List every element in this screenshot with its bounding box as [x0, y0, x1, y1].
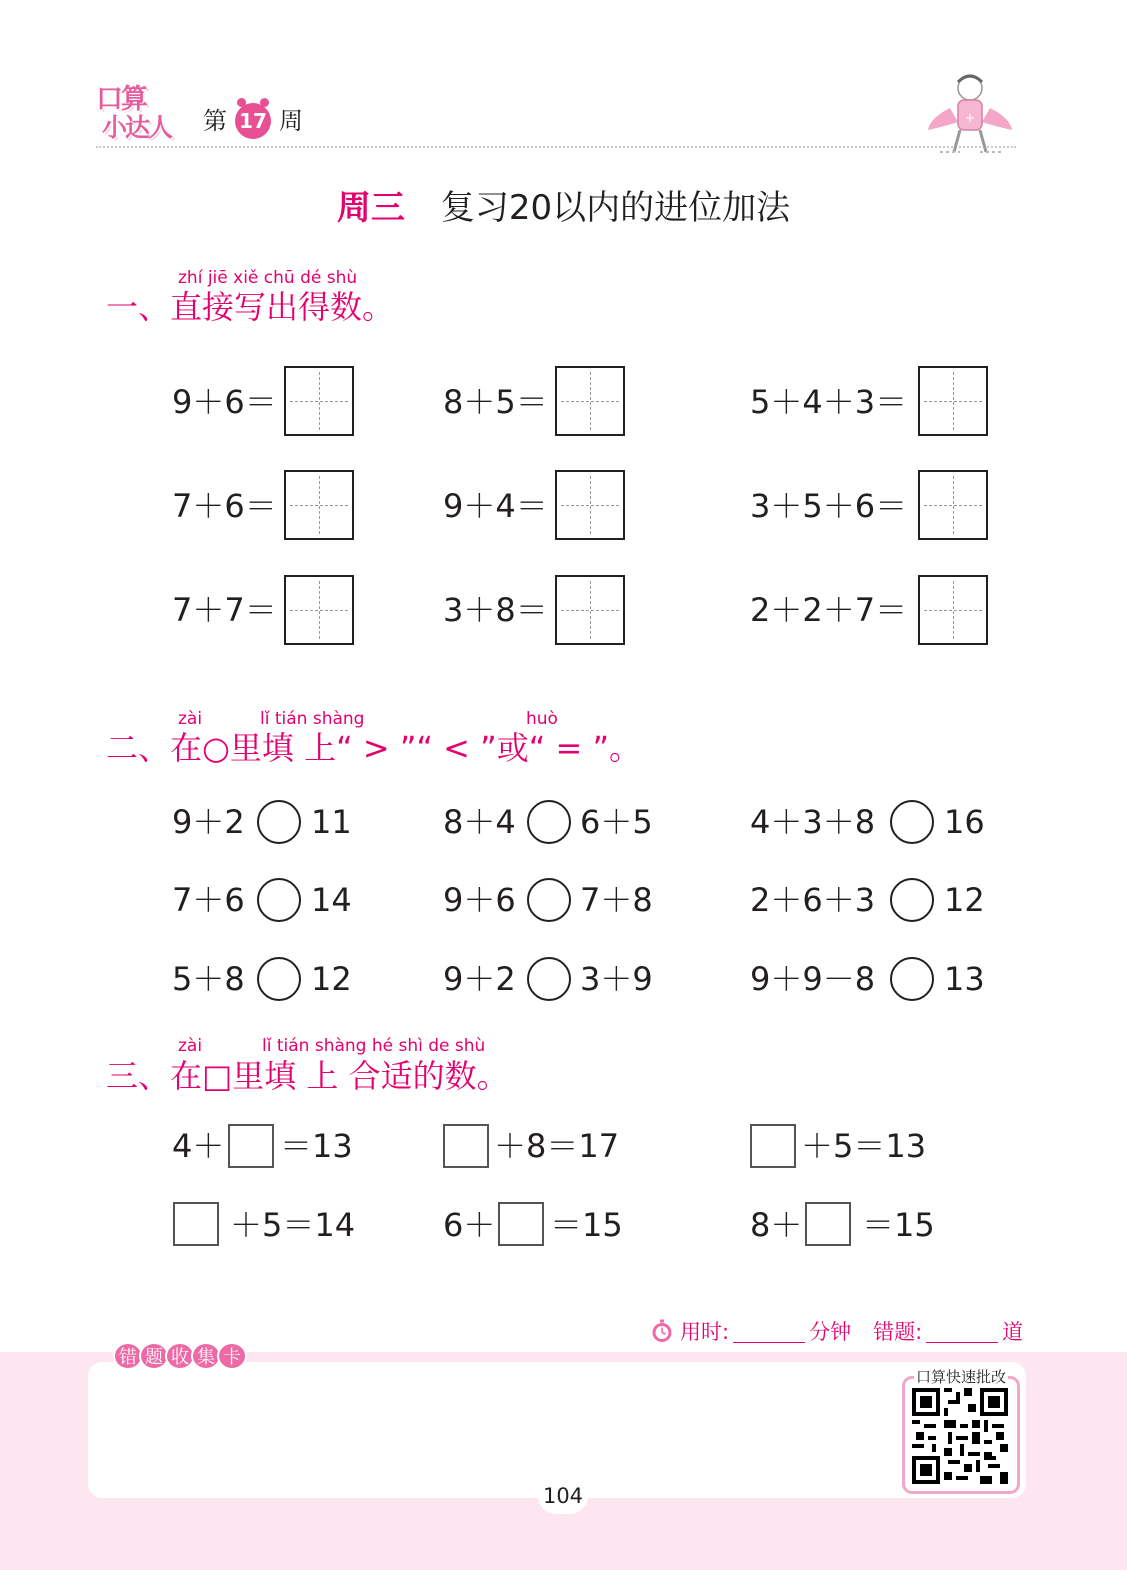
section3-heading: 三、在□里填 上 合适的数。	[106, 1057, 509, 1095]
brand-logo	[96, 86, 182, 150]
s3-before-5: 6＋	[443, 1206, 496, 1244]
s2-right-4: 14	[311, 881, 352, 919]
section3-pinyin-rest: lǐ tián shàng hé shì de shù	[262, 1036, 486, 1056]
section1-pinyin: zhí jiē xiě chū dé shù	[178, 268, 358, 288]
s1-answer-box-9[interactable]	[918, 575, 988, 645]
s1-answer-box-6[interactable]	[918, 470, 988, 540]
time-unit: 分钟	[809, 1320, 852, 1344]
stopwatch-icon	[650, 1319, 674, 1343]
s2-right-1: 11	[311, 803, 352, 841]
s2-right-6: 12	[944, 881, 985, 919]
s1-answer-box-4[interactable]	[284, 470, 354, 540]
s2-left-5: 9＋6	[443, 881, 516, 919]
s2-compare-circle-5[interactable]	[527, 878, 571, 922]
page-number: 104	[538, 1478, 588, 1514]
card-char-3: 收	[165, 1342, 195, 1370]
section2-pinyin-huo: huò	[526, 709, 558, 729]
s1-problem-3: 5＋4＋3＝	[750, 383, 908, 421]
s3-fill-box-2[interactable]	[443, 1124, 489, 1168]
s1-answer-box-2[interactable]	[555, 366, 625, 436]
section1-heading: 一、直接写出得数。	[106, 288, 395, 326]
svg-text:+: +	[964, 111, 976, 125]
s1-answer-box-1[interactable]	[284, 366, 354, 436]
s2-left-2: 8＋4	[443, 803, 516, 841]
title-topic: 复习20以内的进位加法	[440, 188, 791, 228]
week-prefix: 第	[203, 107, 227, 135]
s1-problem-1: 9＋6＝	[172, 383, 277, 421]
s3-after-5: ＝15	[550, 1206, 623, 1244]
title-day: 周三	[336, 188, 405, 228]
s2-left-6: 2＋6＋3	[750, 881, 876, 919]
logo-line1: 口算	[96, 84, 146, 115]
section2-pinyin-zai: zài	[178, 709, 203, 729]
s1-problem-6: 3＋5＋6＝	[750, 487, 908, 525]
logo-line2: 小达人	[102, 113, 172, 142]
mistake-card-label	[113, 1342, 243, 1370]
s1-problem-5: 9＋4＝	[443, 487, 548, 525]
time-label: 用时:	[680, 1320, 730, 1344]
s2-compare-circle-3[interactable]	[890, 800, 934, 844]
week-number-badge: 17	[235, 103, 271, 139]
s3-after-4: ＋5＝14	[230, 1206, 356, 1244]
s2-right-5: 7＋8	[580, 881, 653, 919]
qr-label: 口算快速批改	[916, 1368, 1007, 1386]
section3-pinyin-zai: zài	[178, 1036, 203, 1056]
s2-compare-circle-6[interactable]	[890, 878, 934, 922]
week-suffix: 周	[279, 107, 303, 135]
header-divider	[96, 146, 1016, 148]
s2-compare-circle-4[interactable]	[257, 878, 301, 922]
s1-problem-7: 7＋7＝	[172, 591, 277, 629]
s2-compare-circle-2[interactable]	[527, 800, 571, 844]
card-char-4: 集	[191, 1342, 221, 1370]
s2-left-8: 9＋2	[443, 960, 516, 998]
errors-unit: 道	[1002, 1320, 1024, 1344]
card-char-2: 题	[139, 1342, 169, 1370]
s1-problem-8: 3＋8＝	[443, 591, 548, 629]
superhero-mascot-icon	[920, 68, 1020, 160]
s1-answer-box-5[interactable]	[555, 470, 625, 540]
s2-compare-circle-7[interactable]	[257, 957, 301, 1001]
section2-heading: 二、在○里填 上“ > ”“ < ”或“ = ”。	[106, 729, 642, 767]
s2-left-1: 9＋2	[172, 803, 245, 841]
s2-left-3: 4＋3＋8	[750, 803, 876, 841]
s1-problem-9: 2＋2＋7＝	[750, 591, 908, 629]
s2-right-3: 16	[944, 803, 985, 841]
s1-answer-box-3[interactable]	[918, 366, 988, 436]
card-char-5: 卡	[217, 1342, 247, 1370]
s3-fill-box-1[interactable]	[228, 1124, 274, 1168]
s2-compare-circle-8[interactable]	[527, 957, 571, 1001]
s3-fill-box-5[interactable]	[498, 1202, 544, 1246]
week-indicator	[203, 104, 303, 138]
s3-fill-box-6[interactable]	[805, 1202, 851, 1246]
s2-right-2: 6＋5	[580, 803, 653, 841]
s3-fill-box-4[interactable]	[173, 1202, 219, 1246]
s1-problem-2: 8＋5＝	[443, 383, 548, 421]
s1-answer-box-8[interactable]	[555, 575, 625, 645]
s2-right-9: 13	[944, 960, 985, 998]
s3-before-1: 4＋	[172, 1127, 225, 1165]
s3-after-3: ＋5＝13	[801, 1127, 927, 1165]
section2-pinyin-litianshang: lǐ tián shàng	[260, 709, 365, 729]
errors-blank[interactable]	[926, 1320, 998, 1343]
s2-left-7: 5＋8	[172, 960, 245, 998]
s3-after-6: ＝15	[862, 1206, 935, 1244]
card-char-1: 错	[113, 1342, 143, 1370]
s2-right-8: 3＋9	[580, 960, 653, 998]
s3-after-1: ＝13	[280, 1127, 353, 1165]
time-and-errors-record	[650, 1316, 1023, 1346]
s3-fill-box-3[interactable]	[750, 1124, 796, 1168]
qr-code-icon[interactable]	[912, 1388, 1008, 1484]
s2-compare-circle-9[interactable]	[890, 957, 934, 1001]
errors-label: 错题:	[873, 1320, 923, 1344]
s2-left-9: 9＋9－8	[750, 960, 876, 998]
s3-before-6: 8＋	[750, 1206, 803, 1244]
s1-answer-box-7[interactable]	[284, 575, 354, 645]
s2-compare-circle-1[interactable]	[257, 800, 301, 844]
s2-right-7: 12	[311, 960, 352, 998]
s1-problem-4: 7＋6＝	[172, 487, 277, 525]
s2-left-4: 7＋6	[172, 881, 245, 919]
s3-after-2: ＋8＝17	[494, 1127, 620, 1165]
time-blank[interactable]	[733, 1320, 805, 1343]
page-title	[0, 186, 1127, 230]
